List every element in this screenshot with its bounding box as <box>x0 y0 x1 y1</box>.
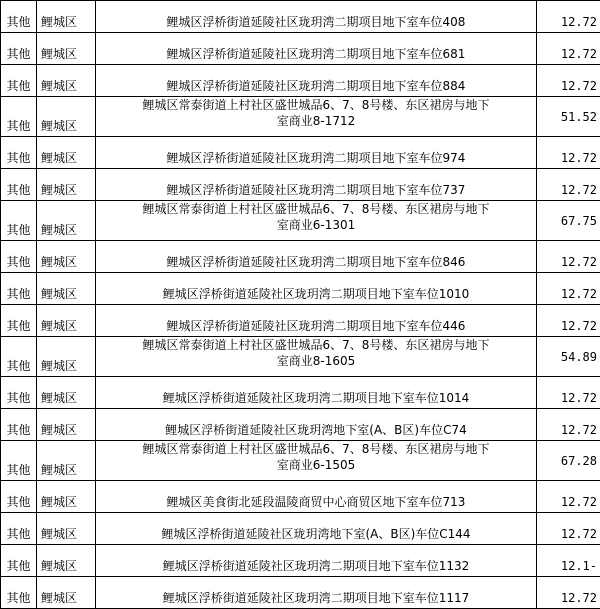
location-cell: 鲤城区浮桥街道延陵社区珑玥湾地下室(A、B区)车位C74 <box>96 409 537 441</box>
area-cell: 12.72 <box>537 241 600 273</box>
table-row <box>1 169 600 201</box>
district-cell: 鲤城区 <box>37 241 96 273</box>
district-cell: 鲤城区 <box>37 441 96 481</box>
district-cell: 鲤城区 <box>37 481 96 513</box>
district-cell: 鲤城区 <box>37 273 96 305</box>
area-cell: 12.72 <box>537 409 600 441</box>
location-line-2: 室商业8-1605 <box>96 353 536 369</box>
area-cell: 12.72 <box>537 513 600 545</box>
area-cell: 12.72 <box>537 577 600 609</box>
area-cell: 54.89 <box>537 337 600 377</box>
area-cell: 12.1- <box>537 545 600 577</box>
table-row <box>1 1 600 33</box>
location-cell: 鲤城区浮桥街道延陵社区珑玥湾二期项目地下室车位846 <box>96 241 537 273</box>
district-cell: 鲤城区 <box>37 201 96 241</box>
district-cell: 鲤城区 <box>37 33 96 65</box>
type-cell: 其他 <box>1 1 37 33</box>
type-cell: 其他 <box>1 201 37 241</box>
district-cell: 鲤城区 <box>37 305 96 337</box>
area-cell: 12.72 <box>537 169 600 201</box>
area-cell: 12.72 <box>537 273 600 305</box>
table-row <box>1 65 600 97</box>
location-line-2: 室商业8-1712 <box>96 113 536 129</box>
location-cell: 鲤城区浮桥街道延陵社区珑玥湾二期项目地下室车位884 <box>96 65 537 97</box>
location-cell: 鲤城区浮桥街道延陵社区珑玥湾二期项目地下室车位1010 <box>96 273 537 305</box>
type-cell: 其他 <box>1 545 37 577</box>
table-row <box>1 137 600 169</box>
location-cell: 鲤城区浮桥街道延陵社区珑玥湾二期项目地下室车位1014 <box>96 377 537 409</box>
location-cell: 鲤城区浮桥街道延陵社区珑玥湾二期项目地下室车位1132 <box>96 545 537 577</box>
location-cell <box>96 97 537 137</box>
district-cell: 鲤城区 <box>37 577 96 609</box>
area-cell: 51.52 <box>537 97 600 137</box>
type-cell: 其他 <box>1 577 37 609</box>
table-row <box>1 33 600 65</box>
type-cell: 其他 <box>1 33 37 65</box>
area-cell: 12.72 <box>537 377 600 409</box>
table-row <box>1 305 600 337</box>
table-row <box>1 241 600 273</box>
listing-table-body <box>1 1 600 609</box>
location-line-1: 鲤城区常泰街道上村社区盛世城品6、7、8号楼、东区裙房与地下 <box>143 442 490 456</box>
table-row <box>1 409 600 441</box>
type-cell: 其他 <box>1 241 37 273</box>
area-cell: 67.28 <box>537 441 600 481</box>
location-cell <box>96 337 537 377</box>
district-cell: 鲤城区 <box>37 409 96 441</box>
table-row <box>1 513 600 545</box>
location-cell: 鲤城区浮桥街道延陵社区珑玥湾二期项目地下室车位446 <box>96 305 537 337</box>
location-cell <box>96 441 537 481</box>
location-cell: 鲤城区浮桥街道延陵社区珑玥湾二期项目地下室车位974 <box>96 137 537 169</box>
location-cell: 鲤城区浮桥街道延陵社区珑玥湾二期项目地下室车位1117 <box>96 577 537 609</box>
location-line-2: 室商业6-1301 <box>96 217 536 233</box>
type-cell: 其他 <box>1 513 37 545</box>
location-cell: 鲤城区浮桥街道延陵社区珑玥湾地下室(A、B区)车位C144 <box>96 513 537 545</box>
district-cell: 鲤城区 <box>37 545 96 577</box>
type-cell: 其他 <box>1 337 37 377</box>
type-cell: 其他 <box>1 441 37 481</box>
type-cell: 其他 <box>1 65 37 97</box>
type-cell: 其他 <box>1 377 37 409</box>
location-cell: 鲤城区浮桥街道延陵社区珑玥湾二期项目地下室车位737 <box>96 169 537 201</box>
area-cell: 12.72 <box>537 65 600 97</box>
location-line-1: 鲤城区常泰街道上村社区盛世城品6、7、8号楼、东区裙房与地下 <box>143 98 490 112</box>
district-cell: 鲤城区 <box>37 65 96 97</box>
type-cell: 其他 <box>1 305 37 337</box>
location-line-1: 鲤城区常泰街道上村社区盛世城品6、7、8号楼、东区裙房与地下 <box>143 338 490 352</box>
type-cell: 其他 <box>1 169 37 201</box>
type-cell: 其他 <box>1 409 37 441</box>
location-cell: 鲤城区美食街北延段温陵商贸中心商贸区地下室车位713 <box>96 481 537 513</box>
district-cell: 鲤城区 <box>37 337 96 377</box>
table-row <box>1 273 600 305</box>
table-row <box>1 201 600 241</box>
district-cell: 鲤城区 <box>37 97 96 137</box>
area-cell: 12.72 <box>537 305 600 337</box>
area-cell: 12.72 <box>537 1 600 33</box>
area-cell: 12.72 <box>537 33 600 65</box>
district-cell: 鲤城区 <box>37 137 96 169</box>
district-cell: 鲤城区 <box>37 377 96 409</box>
area-cell: 67.75 <box>537 201 600 241</box>
location-cell: 鲤城区浮桥街道延陵社区珑玥湾二期项目地下室车位681 <box>96 33 537 65</box>
table-row <box>1 97 600 137</box>
table-row <box>1 441 600 481</box>
type-cell: 其他 <box>1 97 37 137</box>
table-row <box>1 481 600 513</box>
area-cell: 12.72 <box>537 137 600 169</box>
district-cell: 鲤城区 <box>37 169 96 201</box>
table-row <box>1 377 600 409</box>
location-cell: 鲤城区浮桥街道延陵社区珑玥湾二期项目地下室车位408 <box>96 1 537 33</box>
table-row <box>1 337 600 377</box>
area-cell: 12.72 <box>537 481 600 513</box>
table-row <box>1 545 600 577</box>
location-line-2: 室商业6-1505 <box>96 457 536 473</box>
location-cell <box>96 201 537 241</box>
table-row <box>1 577 600 609</box>
district-cell: 鲤城区 <box>37 1 96 33</box>
location-line-1: 鲤城区常泰街道上村社区盛世城品6、7、8号楼、东区裙房与地下 <box>143 202 490 216</box>
district-cell: 鲤城区 <box>37 513 96 545</box>
type-cell: 其他 <box>1 481 37 513</box>
type-cell: 其他 <box>1 273 37 305</box>
type-cell: 其他 <box>1 137 37 169</box>
